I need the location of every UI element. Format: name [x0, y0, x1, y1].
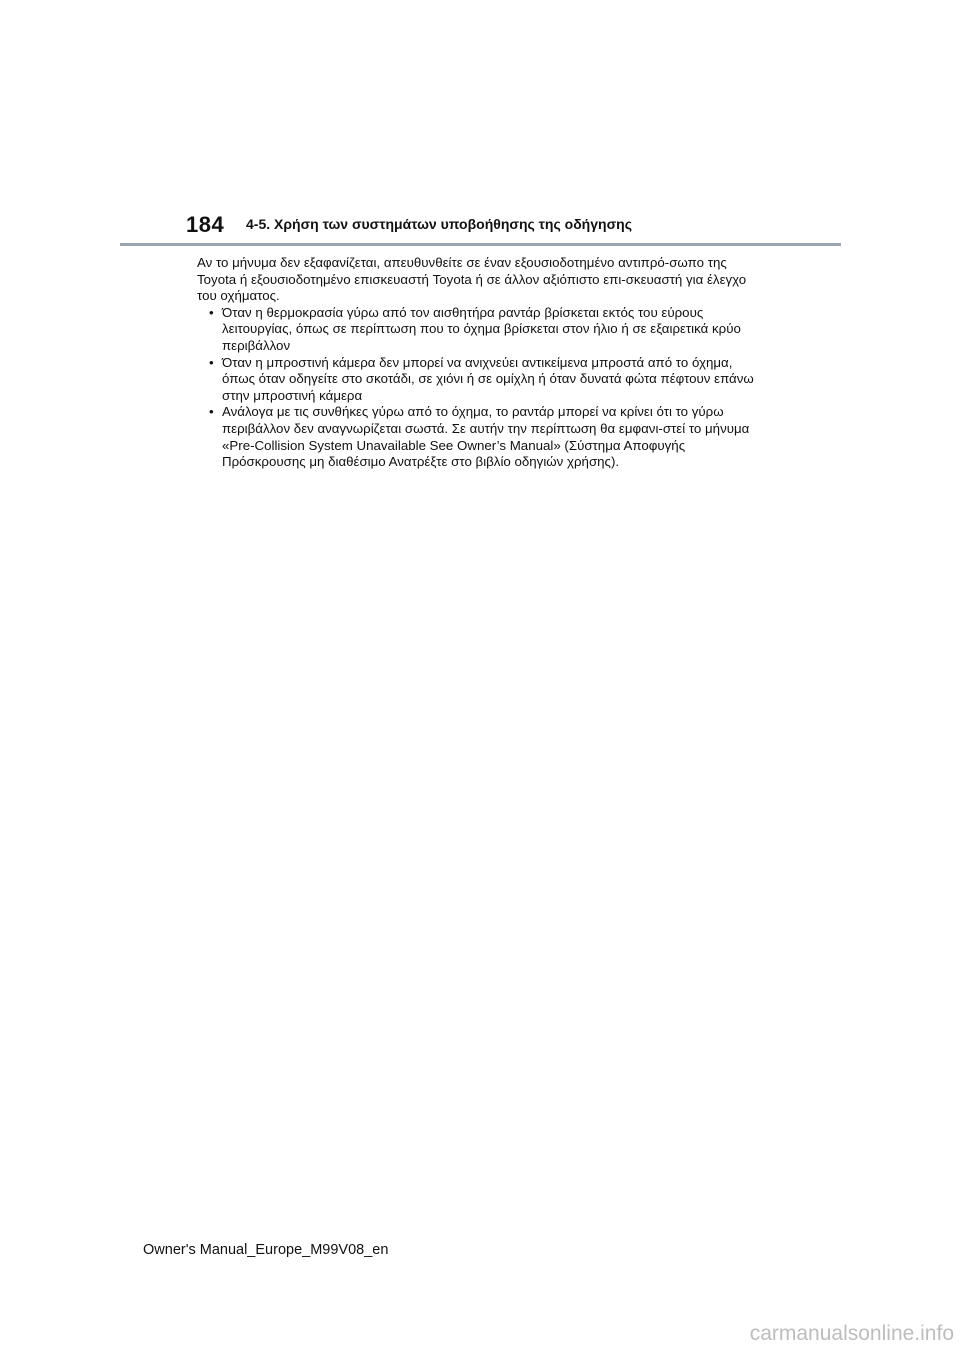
list-item-text: Όταν η μπροστινή κάμερα δεν μπορεί να ανιχνεύει αντικείμενα μπροστά από το όχημα, όπως όταν οδηγείτε στο σκοτάδι, σε χιόνι ή σε ομίχλη ή όταν δυνατά φώτα πέφτουν επάνω στην μπροστινή κάμερα — [222, 354, 754, 403]
list-item — [197, 404, 757, 470]
list-item-text: Ανάλογα με τις συνθήκες γύρω από το όχημα, το ραντάρ μπορεί να κρίνει ότι το γύρω περιβάλλον δεν αναγνωρίζεται σωστά. Σε αυτήν την περίπτωση θα εμφανι-στεί το μήνυμα «Pre-Collision System Unavailable See Owner’s Manual» (Σύστημα Αποφυγής Πρόσκρουσης μη διαθέσιμο Ανατρέξτε στο βιβλίο οδηγιών χρήσης). — [222, 404, 750, 470]
section-title: 4-5. Χρήση των συστημάτων υποβοήθησης της οδήγησης — [246, 216, 632, 232]
watermark-text: carmanualsonline.info — [749, 1322, 954, 1345]
bullet-icon: • — [209, 404, 214, 420]
page-number: 184 — [186, 212, 225, 237]
main-content — [197, 255, 757, 471]
list-item — [197, 305, 757, 355]
header-divider — [120, 243, 841, 246]
bullet-list — [197, 305, 757, 471]
bullet-icon: • — [209, 304, 214, 320]
bullet-icon: • — [209, 354, 214, 370]
intro-paragraph: Αν το μήνυμα δεν εξαφανίζεται, απευθυνθείτε σε έναν εξουσιοδοτημένο αντιπρό-σωπο της Toyota ή εξουσιοδοτημένο επισκευαστή Toyota ή σε άλλον αξιόπιστο επι-σκευαστή για έλεγχο του οχήματος. — [197, 255, 747, 304]
list-item-text: Όταν η θερμοκρασία γύρω από τον αισθητήρα ραντάρ βρίσκεται εκτός του εύρους λειτουργίας, όπως σε περίπτωση που το όχημα βρίσκεται στον ήλιο ή σε εξαιρετικά κρύο περιβάλλον — [222, 304, 741, 353]
list-item — [197, 355, 757, 405]
footer-manual-id: Owner's Manual_Europe_M99V08_en — [143, 1242, 389, 1258]
